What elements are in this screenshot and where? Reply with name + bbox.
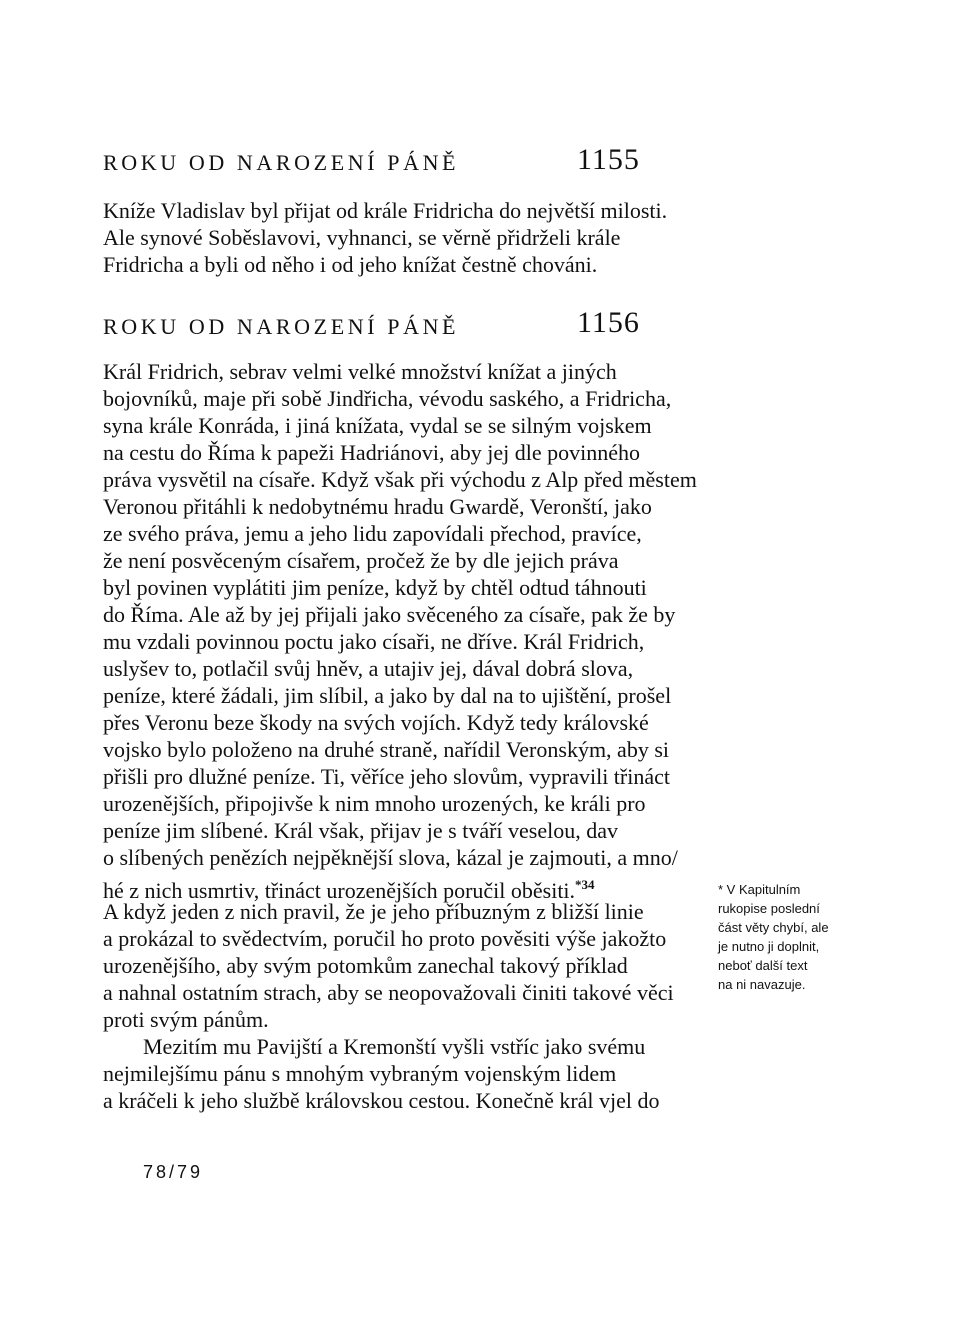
section-heading-1156: ROKU OD NAROZENÍ PÁNĚ [103,314,460,339]
text-line: a kráčeli k jeho službě královskou cestou. Konečně král vjel do [103,1088,660,1113]
text-line-indented: Mezitím mu Pavijští a Kremonští vyšli vstříc jako svému [143,1034,646,1059]
section-year-1155: 1155 [577,143,640,176]
text-line: peníze jim slíbené. Král však, přijav je s tváří veselou, dav [103,818,619,843]
footnote-line: je nutno ji doplnit, [718,939,820,954]
text-line: do Říma. Ale až by jej přijali jako svěceného za císaře, pak že by [103,602,676,627]
footnote-line: část věty chybí, ale [718,920,829,935]
text-line: přes Veronu beze škody na svých vojích. Když tedy královské [103,710,649,735]
section-heading-1155: ROKU OD NAROZENÍ PÁNĚ [103,150,460,175]
text-line: mu vzdali povinnou poctu jako císaři, ne dříve. Král Fridrich, [103,629,645,654]
text-line: Kníže Vladislav byl přijat od krále Fridricha do největší milosti. [103,198,668,223]
paragraph-1155 [103,197,667,278]
text-line: Ale synové Soběslavovi, vyhnanci, se věrně přidrželi krále [103,225,621,250]
section-year-1156: 1156 [577,306,640,339]
footnote-line: rukopise poslední [718,901,820,916]
marginal-footnote [718,880,868,994]
text-line: přišli pro dlužné peníze. Ti, věříce jeho slovům, vypravili třináct [103,764,670,789]
text-line: že není posvěceným císařem, pročež že by dle jejich práva [103,548,619,573]
text-line: a nahnal ostatním strach, aby se neopovažovali činiti takové věci [103,980,674,1005]
text-line-with-footnote [103,871,697,903]
text-line: na cestu do Říma k papeži Hadriánovi, aby jej dle povinného [103,440,641,465]
text-line: nejmilejšímu pánu s mnohým vybraným vojenským lidem [103,1061,617,1086]
text-line: Král Fridrich, sebrav velmi velké množství knížat a jiných [103,359,617,384]
text-line: ze svého práva, jemu a jeho lidu zapovídali přechod, pravíce, [103,521,642,546]
text-line: peníze, které žádali, jim slíbil, a jako by dal na to ujištění, prošel [103,683,672,708]
text-line: a prokázal to svědectvím, poručil ho proto pověsiti výše jakožto [103,926,667,951]
text-line: uslyšev to, potlačil svůj hněv, a utajiv jej, dával dobrá slova, [103,656,634,681]
text-line: o slíbených penězích nejpěknější slova, kázal je zajmouti, a mno/ [103,845,678,870]
text-line: A když jeden z nich pravil, že je jeho příbuzným z bližší linie [103,899,644,924]
text-line: urozenějších, připojivše k nim mnoho urozených, ke králi pro [103,791,646,816]
text-line: práva vysvětil na císaře. Když však při východu z Alp před městem [103,467,697,492]
footnote-line: na ni navazuje. [718,977,806,992]
paragraph-1156 [103,358,697,1114]
text-line: proti svým pánům. [103,1007,269,1032]
text-line: syna krále Konráda, i jiná knížata, vydal se se silným vojskem [103,413,652,438]
text-line: urozenějšího, aby svým potomkům zanechal takový příklad [103,953,628,978]
text-line-content: hé z nich usmrtiv, třináct urozenějších poručil oběsiti. [103,878,576,903]
text-line: vojsko bylo položeno na druhé straně, nařídil Veronským, aby si [103,737,669,762]
footnote-reference: *34 [575,877,595,892]
text-line: bojovníků, maje při sobě Jindřicha, vévodu saského, a Fridricha, [103,386,672,411]
text-line: Fridricha a byli od něho i od jeho knížat čestně chováni. [103,252,598,277]
text-line: Veronou přitáhli k nedobytnému hradu Gwardě, Veronští, jako [103,494,652,519]
text-line: byl povinen vyplátiti jim peníze, když by chtěl odtud táhnouti [103,575,647,600]
footnote-line: * V Kapitulním [718,882,801,897]
page-number: 78/79 [143,1162,204,1182]
footnote-line: neboť další text [718,958,808,973]
